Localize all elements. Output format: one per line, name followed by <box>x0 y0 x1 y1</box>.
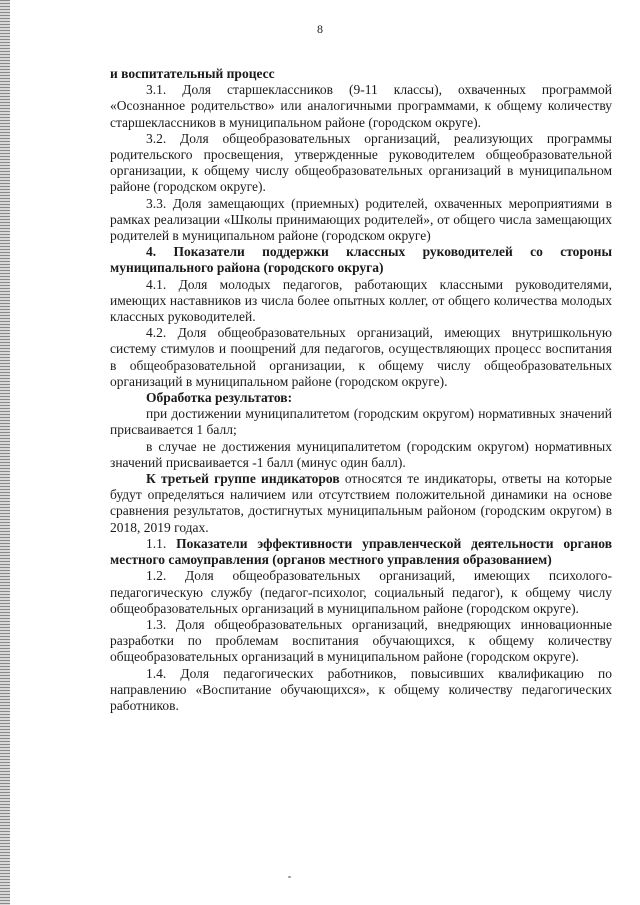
third-group-text: относятся те индикаторы, ответы на которые будут определяться наличием или отсутствием положительной динамики на основе сравнения результатов, достигнутых муниципальным районом (городским округом) в 2018, 2019 годах. <box>110 471 612 535</box>
result-rule-1: при достижении муниципалитетом (городским округом) нормативных значений присваивается 1 балл; <box>110 406 612 438</box>
result-rule-2: в случае не достижения муниципалитетом (городским округом) нормативных значений присваивается -1 балл (минус один балл). <box>110 438 612 470</box>
section-heading-1-1 <box>110 536 612 568</box>
paragraph-1-3: 1.3. Доля общеобразовательных организаций, внедряющих инновационные разработки по проблемам воспитания обучающихся, к общему количеству общеобразовательных организаций в муниципальном районе (городском округе). <box>110 616 612 665</box>
heading-1-1-number: 1.1. <box>146 535 177 551</box>
document-body <box>110 66 612 714</box>
paragraph-1-2: 1.2. Доля общеобразовательных организаций, имеющих психолого-педагогическую службу (педагог-психолог, социальный педагог), к общему числу общеобразовательных организаций в муниципальном районе (городском округе). <box>110 568 612 616</box>
paragraph-3-3: 3.3. Доля замещающих (приемных) родителей, охваченных мероприятиями в рамках реализации «Школы принимающих родителей», от общего числа замещающих родителей в муниципальном районе (городском округе) <box>110 195 612 244</box>
paragraph-4-1: 4.1. Доля молодых педагогов, работающих классными руководителями, имеющих наставников из числа более опытных коллег, от общего количества молодых классных руководителей. <box>110 276 612 325</box>
third-group-lead: К третьей группе индикаторов <box>146 471 340 487</box>
third-group-paragraph <box>110 471 612 536</box>
heading-1-1-text: Показатели эффективности управленческой деятельности органов местного самоуправления (органов местного управления образованием) <box>110 535 613 568</box>
paragraph-1-4: 1.4. Доля педагогических работников, повысивших квалификацию по направлению «Воспитание обучающихся», к общему количеству педагогических работников. <box>110 665 612 713</box>
results-heading: Обработка результатов: <box>146 390 293 406</box>
paragraph-3-1: 3.1. Доля старшеклассников (9-11 классы), охваченных программой «Осознанное родительство» или аналогичными программами, к общему количеству старшеклассников в муниципальном районе (городском округе). <box>110 82 612 130</box>
paragraph-heading-continuation: и воспитательный процесс <box>110 66 275 81</box>
paragraph-3-2: 3.2. Доля общеобразовательных организаций, реализующих программы родительского просвещения, утвержденные руководителем общеобразовательной организации, к общему числу общеобразовательных организаций в муниципальном районе (городском округе). <box>110 130 612 195</box>
paragraph-4-2: 4.2. Доля общеобразовательных организаций, имеющих внутришкольную систему стимулов и поощрений для педагогов, осуществляющих процесс воспитания в общеобразовательной организации, к общему числу общеобразовательных организаций в муниципальном районе (городском округе). <box>110 325 612 389</box>
section-heading-4: 4. Показатели поддержки классных руководителей со стороны муниципального района (городского округа) <box>110 244 612 276</box>
scan-edge <box>0 0 10 905</box>
scan-speck <box>288 876 291 878</box>
page-number: 8 <box>317 22 323 36</box>
